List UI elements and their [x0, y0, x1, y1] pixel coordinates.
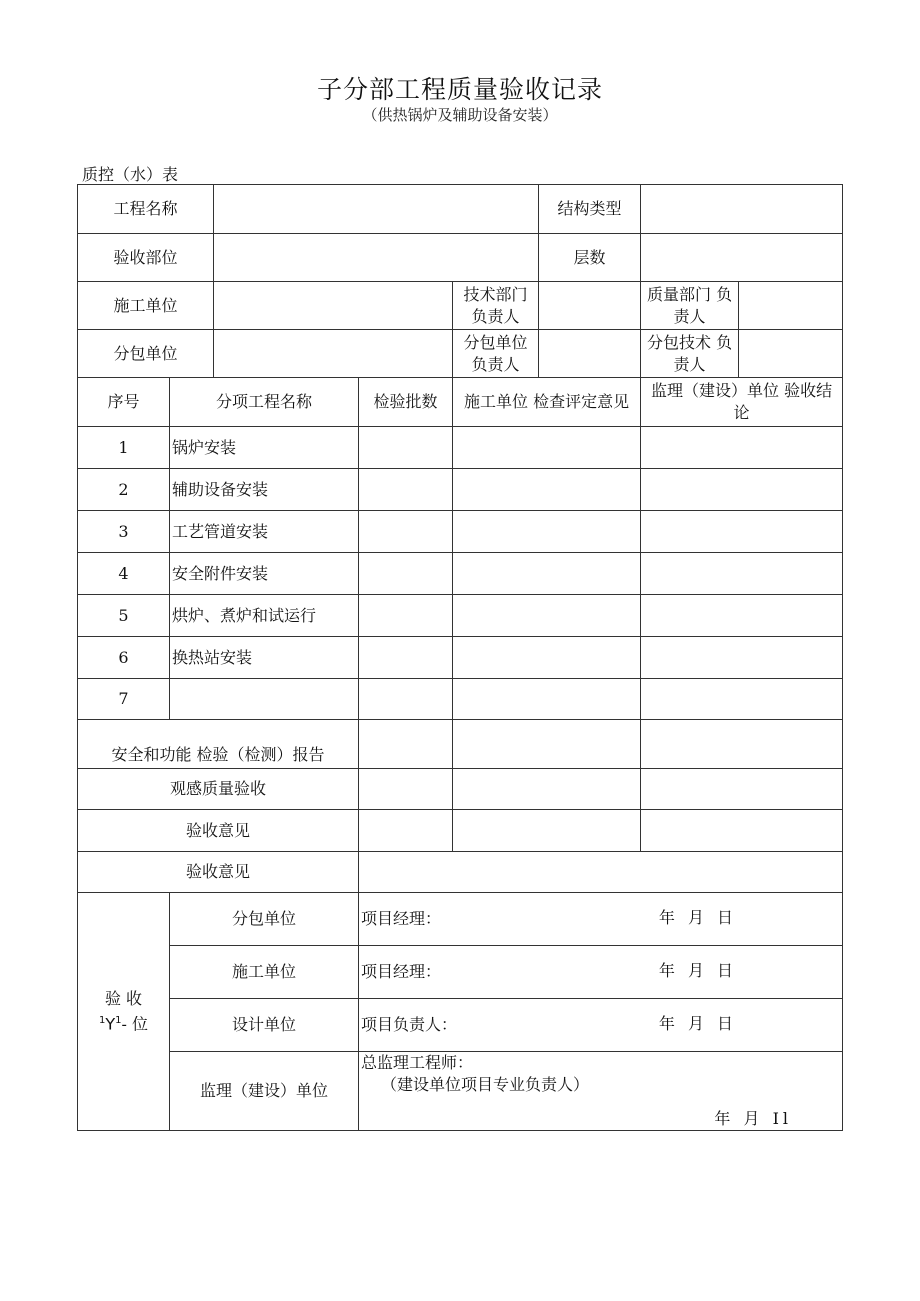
signature-unit: 设计单位 [170, 999, 359, 1052]
signature-field[interactable] [359, 893, 843, 946]
safety-function-conclusion[interactable] [641, 720, 843, 769]
info-row-subcontract [78, 330, 843, 378]
signature-group-label-line1: 验 收 [104, 988, 143, 1008]
appearance-label: 观感质量验收 [78, 769, 359, 810]
item-name: 锅炉安装 [170, 427, 359, 469]
page-subtitle: （供热锅炉及辅助设备安装） [362, 106, 558, 124]
table-row [78, 679, 843, 720]
item-name: 辅助设备安装 [170, 469, 359, 511]
col-construction-opinion-header: 施工单位 检查评定意见 [453, 378, 641, 427]
item-seq: 3 [78, 511, 170, 553]
item-supervision-conclusion[interactable] [641, 553, 843, 595]
item-supervision-conclusion[interactable] [641, 679, 843, 720]
table-row [78, 469, 843, 511]
opinion-1-batch[interactable] [359, 810, 453, 852]
supervision-signature-field[interactable] [359, 1052, 843, 1131]
item-batch-count[interactable] [359, 637, 453, 679]
item-batch-count[interactable] [359, 553, 453, 595]
item-batch-count[interactable] [359, 511, 453, 553]
construction-unit-label: 施工单位 [78, 282, 214, 330]
info-row-construction [78, 282, 843, 330]
signature-field[interactable] [359, 999, 843, 1052]
item-seq: 7 [78, 679, 170, 720]
item-supervision-conclusion[interactable] [641, 427, 843, 469]
acceptance-part-label: 验收部位 [78, 234, 214, 282]
table-row [78, 511, 843, 553]
opinion-row-1 [78, 810, 843, 852]
item-name: 工艺管道安装 [170, 511, 359, 553]
item-batch-count[interactable] [359, 595, 453, 637]
chief-supervisor-label: 总监理工程师： [361, 1053, 474, 1072]
appearance-conclusion[interactable] [641, 769, 843, 810]
signature-unit: 施工单位 [170, 946, 359, 999]
signature-role: 项目负责人： [361, 1015, 458, 1034]
signature-field[interactable] [359, 946, 843, 999]
signature-date: 年 月 日 [658, 1014, 738, 1033]
supervision-unit: 监理（建设）单位 [170, 1052, 359, 1131]
signature-date: 年 月 日 [658, 908, 738, 927]
signature-row [78, 946, 843, 999]
opinion-1-opinion[interactable] [453, 810, 641, 852]
table-row [78, 553, 843, 595]
subcontract-unit-value[interactable] [214, 330, 453, 378]
signature-row [78, 999, 843, 1052]
signature-unit: 分包单位 [170, 893, 359, 946]
subcontract-unit-head-label: 分包单位 负责人 [453, 330, 539, 378]
opinion-1-conclusion[interactable] [641, 810, 843, 852]
signature-group-label-line2: $^1Y^1-$ 位 [98, 1014, 149, 1034]
project-name-value[interactable] [214, 185, 539, 234]
opinion-label-2: 验收意见 [78, 852, 359, 893]
item-supervision-conclusion[interactable] [641, 637, 843, 679]
col-item-name-header: 分项工程名称 [170, 378, 359, 427]
item-construction-opinion[interactable] [453, 595, 641, 637]
table-row [78, 595, 843, 637]
quality-dept-head-value[interactable] [739, 282, 843, 330]
item-construction-opinion[interactable] [453, 679, 641, 720]
item-supervision-conclusion[interactable] [641, 511, 843, 553]
floors-value[interactable] [641, 234, 843, 282]
form-code: 质控（水）表 [82, 165, 179, 184]
tech-dept-head-value[interactable] [539, 282, 641, 330]
item-construction-opinion[interactable] [453, 553, 641, 595]
safety-function-label: 安全和功能 检验（检测）报告 [78, 720, 359, 769]
appearance-opinion[interactable] [453, 769, 641, 810]
items-header-row [78, 378, 843, 427]
opinion-row-2 [78, 852, 843, 893]
info-row-part [78, 234, 843, 282]
item-seq: 1 [78, 427, 170, 469]
owner-project-lead-label: （建设单位项目专业负责人） [381, 1075, 590, 1094]
appearance-batch[interactable] [359, 769, 453, 810]
col-supervision-conclusion-header: 监理（建设）单位 验收结论 [641, 378, 843, 427]
signature-date: 年 月 日 [658, 961, 738, 980]
item-supervision-conclusion[interactable] [641, 469, 843, 511]
item-seq: 4 [78, 553, 170, 595]
supervision-signature-row [78, 1052, 843, 1131]
appearance-row [78, 769, 843, 810]
quality-dept-head-label: 质量部门 负责人 [641, 282, 739, 330]
item-construction-opinion[interactable] [453, 469, 641, 511]
page-title: 子分部工程质量验收记录 [316, 75, 603, 104]
safety-function-batch[interactable] [359, 720, 453, 769]
item-construction-opinion[interactable] [453, 511, 641, 553]
subcontract-tech-head-value[interactable] [739, 330, 843, 378]
item-construction-opinion[interactable] [453, 637, 641, 679]
safety-function-row [78, 720, 843, 769]
item-supervision-conclusion[interactable] [641, 595, 843, 637]
project-name-label: 工程名称 [78, 185, 214, 234]
acceptance-part-value[interactable] [214, 234, 539, 282]
subcontract-unit-head-value[interactable] [539, 330, 641, 378]
subcontract-tech-head-label: 分包技术 负责人 [641, 330, 739, 378]
construction-unit-value[interactable] [214, 282, 453, 330]
structure-type-value[interactable] [641, 185, 843, 234]
item-name[interactable] [170, 679, 359, 720]
info-row-project [78, 185, 843, 234]
item-batch-count[interactable] [359, 469, 453, 511]
signature-role: 项目经理： [361, 909, 442, 928]
item-batch-count[interactable] [359, 427, 453, 469]
col-seq-header: 序号 [78, 378, 170, 427]
item-seq: 2 [78, 469, 170, 511]
item-construction-opinion[interactable] [453, 427, 641, 469]
supervision-date: 年 月 Il [714, 1109, 793, 1128]
signature-group-label [78, 893, 170, 1131]
signature-role: 项目经理： [361, 962, 442, 981]
table-row [78, 637, 843, 679]
item-name: 换热站安装 [170, 637, 359, 679]
col-batch-count-header: 检验批数 [359, 378, 453, 427]
item-seq: 5 [78, 595, 170, 637]
acceptance-record-table [77, 184, 843, 1131]
tech-dept-head-label: 技术部门 负责人 [453, 282, 539, 330]
item-name: 烘炉、煮炉和试运行 [170, 595, 359, 637]
opinion-2-value[interactable] [359, 852, 843, 893]
floors-label: 层数 [539, 234, 641, 282]
subcontract-unit-label: 分包单位 [78, 330, 214, 378]
signature-row [78, 893, 843, 946]
item-batch-count[interactable] [359, 679, 453, 720]
opinion-label-1: 验收意见 [78, 810, 359, 852]
safety-function-opinion[interactable] [453, 720, 641, 769]
item-name: 安全附件安装 [170, 553, 359, 595]
structure-type-label: 结构类型 [539, 185, 641, 234]
table-row [78, 427, 843, 469]
item-seq: 6 [78, 637, 170, 679]
